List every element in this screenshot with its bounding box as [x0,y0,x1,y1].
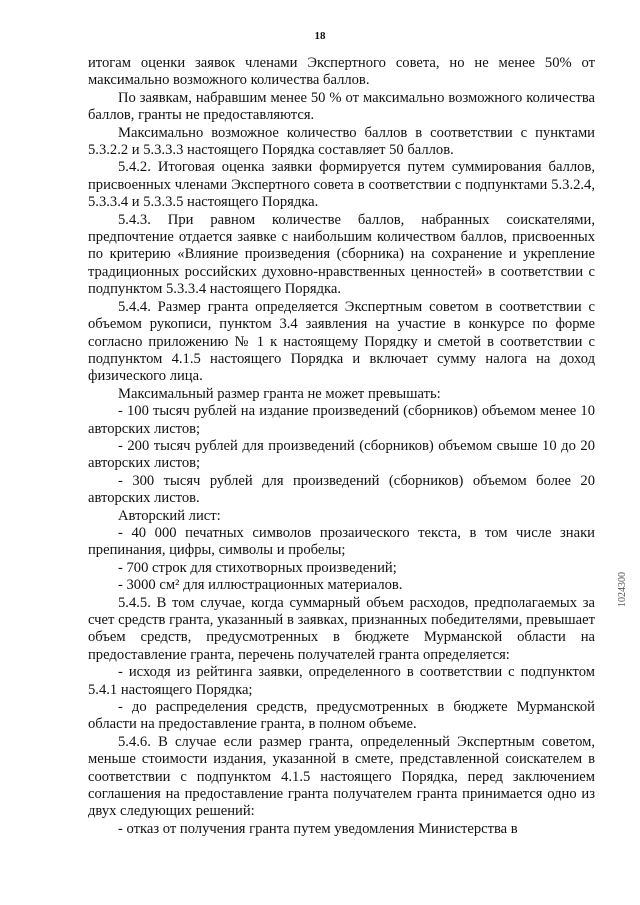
list-item-300k: - 300 тысяч рублей для произведений (сборников) объемом более 20 авторских листов. [88,472,595,507]
paragraph-5-4-5: 5.4.5. В том случае, когда суммарный объем расходов, предполагаемых за счет средств гранта, указанный в заявках, признанных победителями, превышает объем средств, предусмотренных в бюджете Мурманской области на предоставление гранта, перечень получателей гранта определяется: [88,594,595,663]
list-item-illustrations: - 3000 см² для иллюстрационных материалов. [118,577,403,594]
list-item-distribution: - до распределения средств, предусмотренных в бюджете Мурманской области на предоставление гранта, в полном объеме. [88,699,595,733]
paragraph-5-4-4: 5.4.4. Размер гранта определяется Экспертным советом в соответствии с объемом рукописи, пунктом 3.4 заявления на участие в конкурсе по форме согласно приложению № 1 к настоящему Порядку и сметой в соответствии с подпунктом 4.1.5 настоящего Порядка и включает сумму налога на доход физического лица. [88,298,595,385]
list-item-rating: - исходя из рейтинга заявки, определенного в соответствии с подпунктом 5.4.1 настоящего Порядка; [88,664,595,698]
paragraph-author-sheet: Авторский лист: [118,507,221,524]
paragraph-5-4-3: 5.4.3. При равном количестве баллов, набранных соискателями, предпочтение отдается заявке с наибольшим количеством баллов, присвоенных по критерию «Влияние произведения (сборника) на сохранение и укрепление традиционных российских духовно-нравственных ценностей» в соответствии с подпунктом 5.3.3.4 настоящего Порядка. [88,211,595,298]
paragraph-5-4-6: 5.4.6. В случае если размер гранта, определенный Экспертным советом, меньше стоимости издания, указанной в смете, представленной соискателем в соответствии с подпунктом 4.1.5 настоящего Порядка, перед заключением соглашения на предоставление гранта получателем гранта принимается одно из двух следующих решений: [88,733,595,820]
scan-edge-mark: 1024300 [617,572,628,607]
paragraph-low-score: По заявкам, набравшим менее 50 % от максимально возможного количества баллов, гранты не предоставляются. [88,89,595,124]
list-item-verse: - 700 строк для стихотворных произведений; [118,559,397,576]
list-item-refusal: - отказ от получения гранта путем уведомления Министерства в [118,820,518,837]
paragraph-max-grant: Максимальный размер гранта не может превышать: [118,385,441,402]
list-item-200k: - 200 тысяч рублей для произведений (сборников) объемом свыше 10 до 20 авторских листов; [88,437,595,472]
document-body [88,55,595,838]
paragraph-continuation: итогам оценки заявок членами Экспертного совета, но не менее 50% от максимально возможного количества баллов. [88,55,595,89]
paragraph-max-score: Максимально возможное количество баллов в соответствии с пунктами 5.3.2.2 и 5.3.3.3 настоящего Порядка составляет 50 баллов. [88,124,595,159]
list-item-prose: - 40 000 печатных символов прозаического текста, в том числе знаки препинания, цифры, символы и пробелы; [88,524,595,559]
page-number: 18 [314,30,326,42]
list-item-100k: - 100 тысяч рублей на издание произведений (сборников) объемом менее 10 авторских листов; [88,403,595,437]
paragraph-5-4-2: 5.4.2. Итоговая оценка заявки формируется путем суммирования баллов, присвоенных членами Экспертного совета в соответствии с подпунктами 5.3.2.4, 5.3.3.4 и 5.3.3.5 настоящего Порядка. [88,159,595,211]
